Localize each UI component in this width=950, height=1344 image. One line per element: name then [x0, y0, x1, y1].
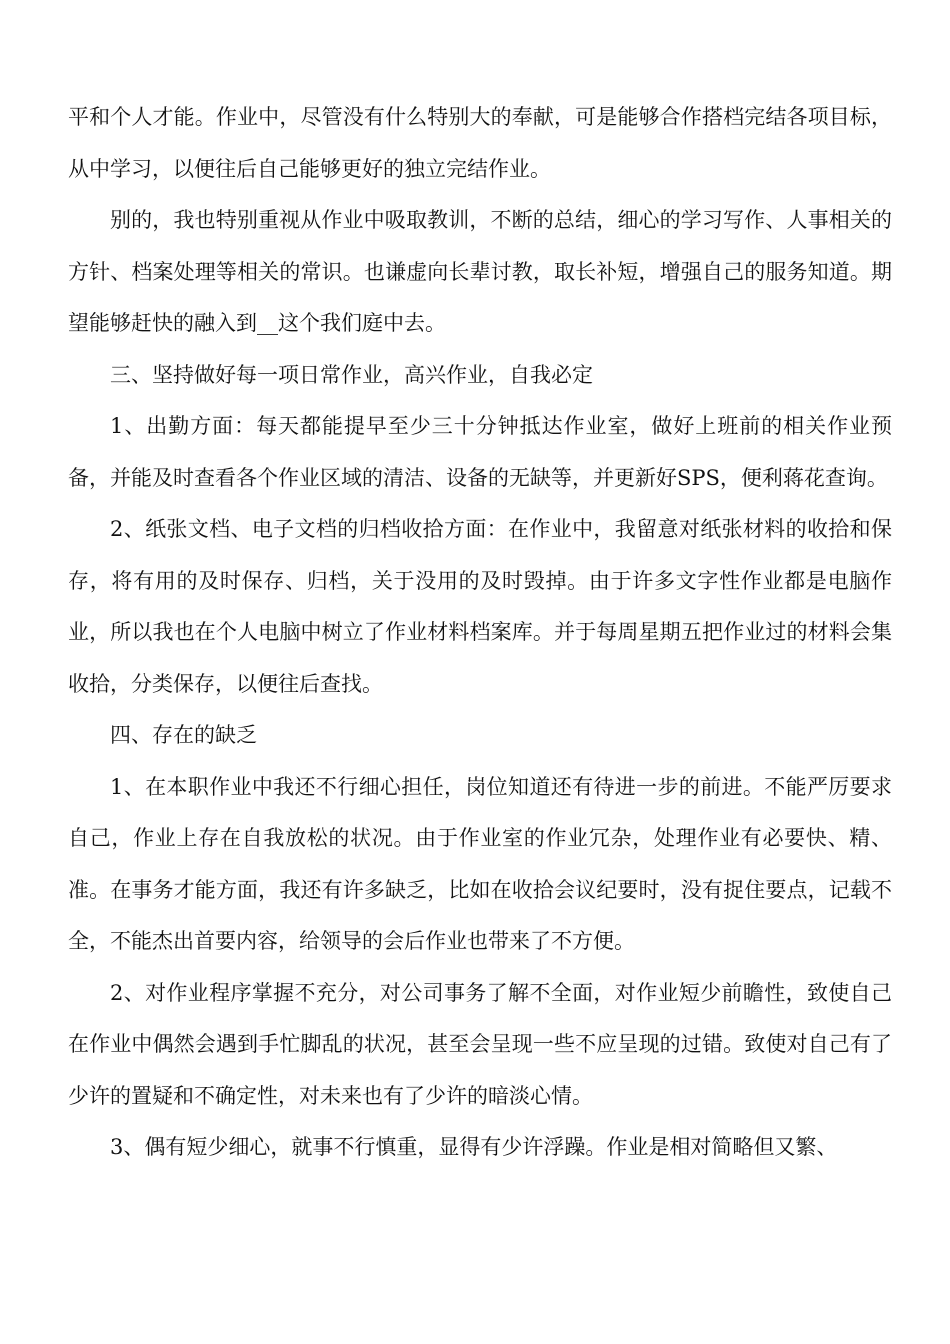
section-heading-3: 三、坚持做好每一项日常作业，高兴作业，自我必定 — [110, 362, 593, 387]
document-body — [68, 92, 892, 1174]
paragraph-shortcoming-3: 3、偶有短少细心，就事不行慎重，显得有少许浮躁。作业是相对简略但又繁、 — [110, 1135, 838, 1159]
paragraph-shortcoming-2: 2、对作业程序掌握不充分，对公司事务了解不全面，对作业短少前瞻性，致使自己在作业中偶然会遇到手忙脚乱的状况，甚至会呈现一些不应呈现的过错。致使对自己有了少许的置疑和不确定性，对未来也有了少许的暗淡心情。 — [68, 980, 892, 1108]
section-heading-4: 四、存在的缺乏 — [110, 723, 257, 747]
paragraph-filing: 2、纸张文档、电子文档的归档收拾方面：在作业中，我留意对纸张材料的收拾和保存，将有用的及时保存、归档，关于没用的及时毁掉。由于许多文字性作业都是电脑作业，所以我也在个人电脑中树立了作业材料档案库。并于每周星期五把作业过的材料会集收拾，分类保存，以便往后查找。 — [68, 517, 892, 696]
paragraph-1: 平和个人才能。作业中，尽管没有什么特别大的奉献，可是能够合作搭档完结各项目标，从中学习，以便往后自己能够更好的独立完结作业。 — [68, 105, 892, 181]
paragraph-shortcoming-1: 1、在本职作业中我还不行细心担任，岗位知道还有待进一步的前进。不能严厉要求自己，作业上存在自我放松的状况。由于作业室的作业冗杂，处理作业有必要快、精、准。在事务才能方面，我还有许多缺乏，比如在收拾会议纪要时，没有捉住要点，记载不全，不能杰出首要内容，给领导的会后作业也带来了不方便。 — [68, 774, 892, 953]
paragraph-attendance: 1、出勤方面：每天都能提早至少三十分钟抵达作业室，做好上班前的相关作业预备，并能及时查看各个作业区域的清洁、设备的无缺等，并更新好SPS，便利蒋花查询。 — [68, 414, 892, 490]
paragraph-2: 别的，我也特别重视从作业中吸取教训，不断的总结，细心的学习写作、人事相关的方针、档案处理等相关的常识。也谦虚向长辈讨教，取长补短，增强自己的服务知道。期望能够赶快的融入到__这个我们庭中去。 — [68, 208, 892, 335]
